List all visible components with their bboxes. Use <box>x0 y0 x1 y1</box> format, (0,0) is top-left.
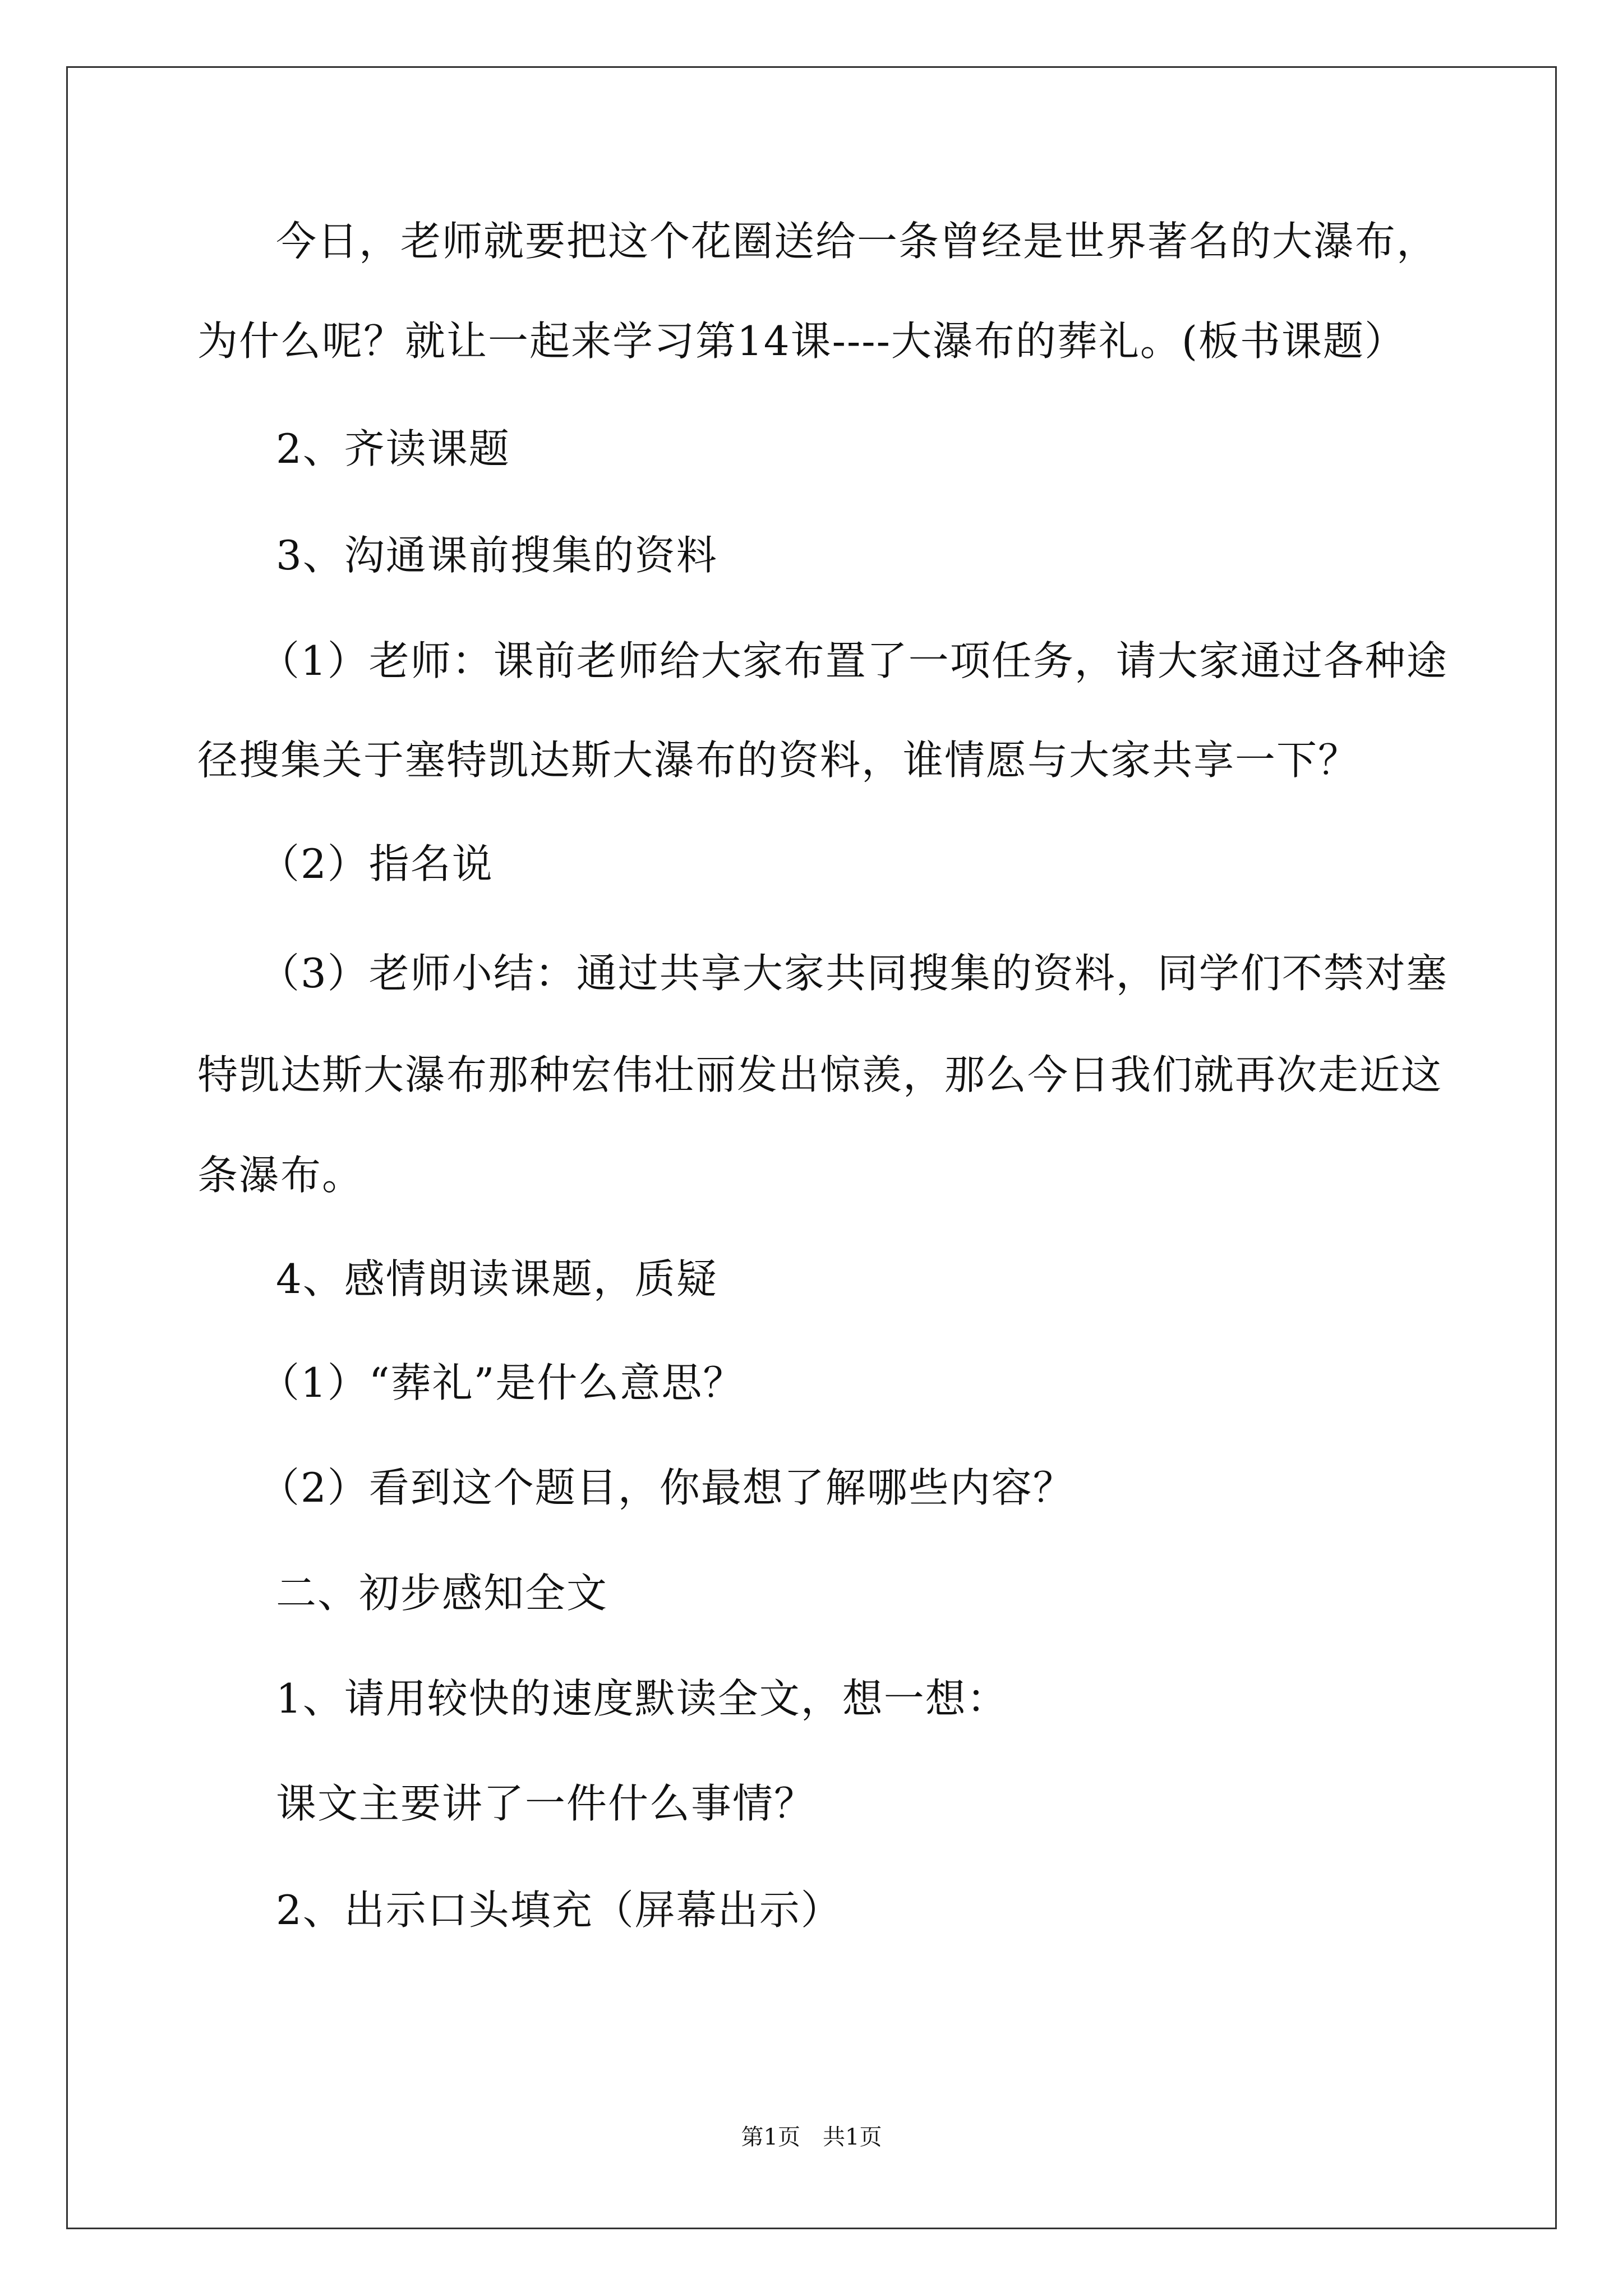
paragraph-line: （1）“葬礼”是什么意思？ <box>259 1359 745 1406</box>
paragraph-line: 今日，老师就要把这个花圈送给一条曾经是世界著名的大瀑布， <box>276 218 1438 265</box>
paragraph-line: 2、出示口头填充（屏幕出示） <box>276 1887 842 1934</box>
paragraph-line: 2、齐读课题 <box>276 425 510 472</box>
paragraph-line: 课文主要讲了一件什么事情？ <box>276 1780 816 1827</box>
paragraph-line: 3、沟通课前搜集的资料 <box>276 532 718 579</box>
paragraph-line: 径搜集关于塞特凯达斯大瀑布的资料，谁情愿与大家共享一下？ <box>197 737 1360 784</box>
paragraph-line: 二、初步感知全文 <box>276 1570 608 1617</box>
page-footer: 第1页 共1页 <box>741 2124 882 2150</box>
paragraph-line: 4、感情朗读课题，质疑 <box>276 1255 718 1303</box>
paragraph-line: 条瀑布。 <box>197 1152 364 1199</box>
paragraph-line: （2）指名说 <box>259 840 494 887</box>
paragraph-line: 特凯达斯大瀑布那种宏伟壮丽发出惊羡，那么今日我们就再次走近这 <box>197 1051 1443 1098</box>
paragraph-line: （1）老师：课前老师给大家布置了一项任务，请大家通过各种途 <box>259 637 1448 684</box>
paragraph-line: （2）看到这个题目，你最想了解哪些内容？ <box>259 1464 1075 1511</box>
paragraph-line: 1、请用较快的速度默读全文，想一想： <box>276 1675 1008 1722</box>
paragraph-line: 为什么呢？就让一起来学习第14课----大瀑布的葬礼。(板书课题） <box>197 318 1407 365</box>
paragraph-line: （3）老师小结：通过共享大家共同搜集的资料，同学们不禁对塞 <box>259 950 1448 997</box>
